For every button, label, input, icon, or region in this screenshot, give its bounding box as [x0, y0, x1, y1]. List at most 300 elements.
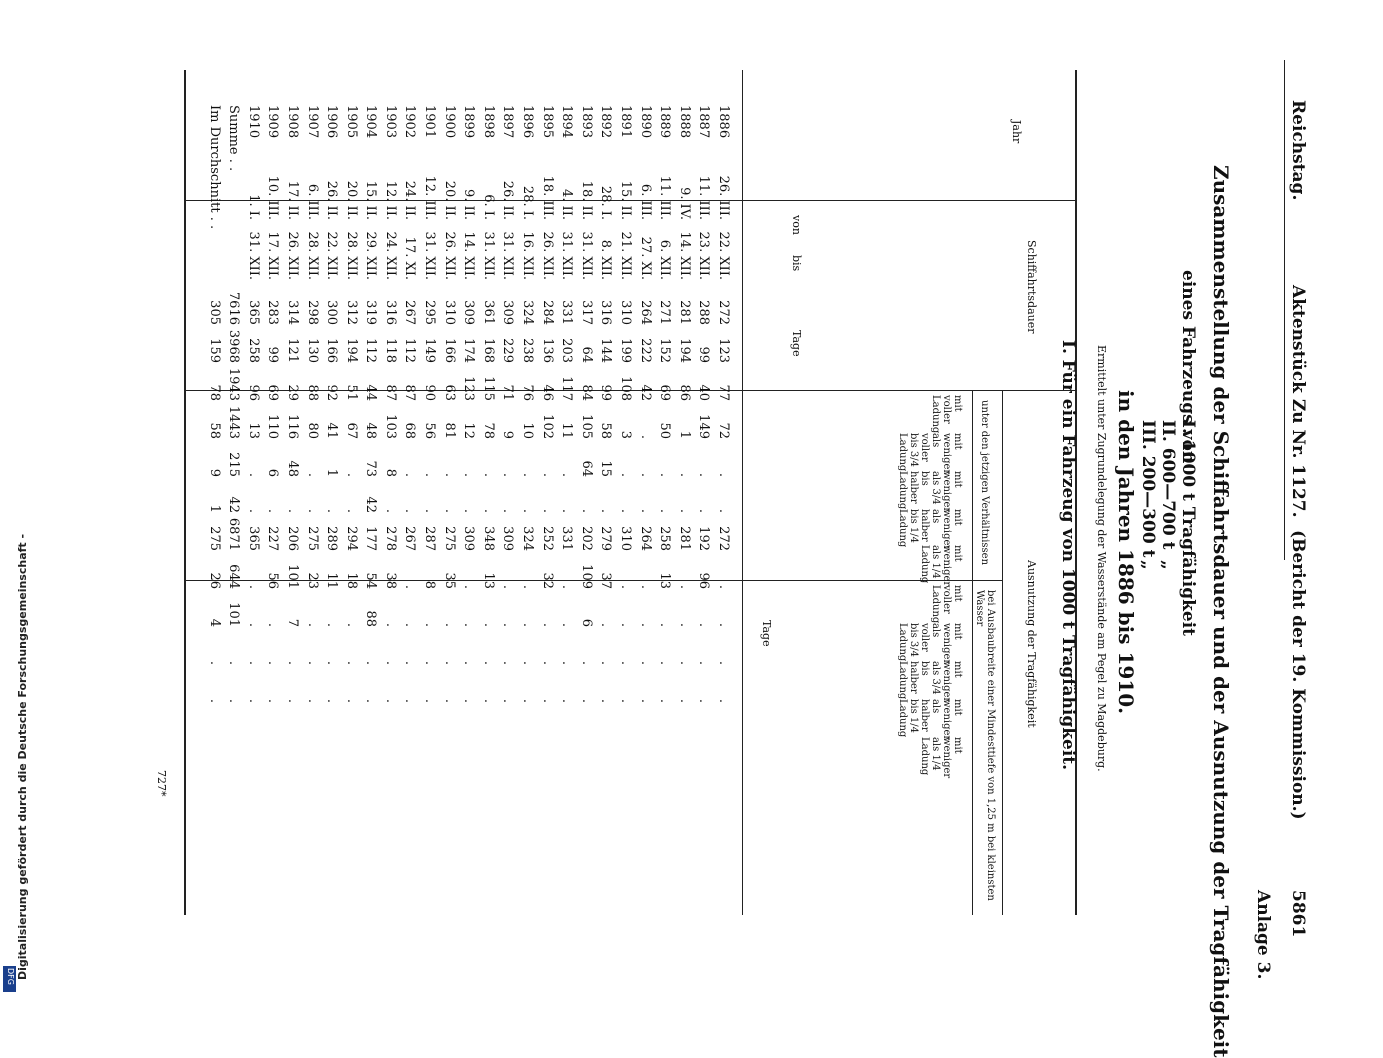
cell-a4: . [304, 472, 320, 477]
cell-b4: . [245, 660, 261, 665]
subhead-a1: mit voller Ladung [930, 395, 963, 434]
cell-b2: . [618, 584, 634, 589]
cell-a4: . [676, 472, 692, 477]
cell-a5: . [265, 508, 281, 513]
cell-a5: . [716, 508, 731, 513]
subhead-b2: mit weniger als voller bis 3/4 Ladung [897, 623, 963, 665]
table-row [282, 105, 302, 703]
cell-b1: 192 [696, 526, 712, 551]
cell-a1: 194 [343, 338, 359, 363]
title-line-2: eines Fahrzeugs von [1178, 270, 1198, 464]
cell-jahr: 1909 [265, 105, 281, 139]
cell-a3: 116 [284, 414, 300, 439]
cell-b4: . [363, 660, 379, 665]
cell-jahr: 1900 [441, 105, 457, 139]
cell-a1: 203 [559, 338, 575, 363]
cell-b2: . [637, 584, 653, 589]
cell-a5: . [598, 508, 614, 513]
table-row [576, 105, 596, 703]
table-row [498, 105, 518, 703]
cell-b3: 7 [284, 618, 300, 627]
cell-b3: . [520, 622, 536, 627]
data-table [204, 105, 733, 703]
cell-a2: 76 [520, 384, 536, 401]
cell-b5: . [422, 698, 438, 703]
cell-a2: 92 [324, 384, 340, 401]
cell-a5: . [696, 508, 712, 513]
cell-b4: . [637, 660, 653, 665]
table-row [400, 105, 420, 703]
subhead-a4: mit weniger als halber bis 1/4 Ladung [897, 509, 963, 551]
cell-a2: 63 [441, 384, 457, 401]
cell-b3: . [402, 622, 418, 627]
cell-a5: . [500, 508, 516, 513]
cell-von: 28. I. [598, 185, 614, 220]
cell-jahr: 1905 [343, 105, 359, 139]
dfg-logo [3, 966, 16, 992]
cell-a5: . [461, 508, 477, 513]
cell-a1: 166 [441, 338, 457, 363]
cell-b3: . [539, 622, 555, 627]
cell-b1: 177 [363, 526, 379, 551]
table-row [537, 105, 557, 703]
cell-jahr: 1895 [539, 105, 555, 139]
cell-von: 11. III. [657, 175, 673, 220]
cell-jahr: 1903 [382, 105, 398, 139]
cell-b4: . [520, 660, 536, 665]
cell-b1: 309 [500, 526, 516, 551]
summe-tage: 7616 [226, 291, 242, 325]
cell-b3: . [304, 622, 320, 627]
cell-a2: 42 [637, 384, 653, 401]
cell-b1: 365 [245, 526, 261, 551]
cell-b4: . [265, 660, 281, 665]
cell-a3: 78 [480, 422, 496, 439]
cell-tage: 284 [539, 300, 555, 325]
cell-a3: 56 [422, 422, 438, 439]
cell-a4: . [657, 472, 673, 477]
summe-b2: 644 [226, 564, 242, 589]
section-title: I. Für ein Fahrzeug von 1000 t Tragfähigkeit. [1058, 340, 1078, 771]
cell-von: 17. II. [284, 180, 300, 220]
cell-jahr: 1906 [324, 105, 340, 139]
table-row [459, 105, 479, 703]
cell-b5: . [696, 698, 712, 703]
cell-a1: 123 [716, 338, 731, 363]
summe-b5: . [226, 698, 242, 703]
cell-b3: . [657, 622, 673, 627]
cell-tage: 310 [618, 300, 634, 325]
cell-tage: 312 [343, 300, 359, 325]
subhead-a3: mit weniger als 3/4 bis halber Ladung [897, 471, 963, 513]
cell-b4: . [578, 660, 594, 665]
cell-jahr: 1896 [520, 105, 536, 139]
cell-b3: . [598, 622, 614, 627]
cell-b1: 281 [676, 526, 692, 551]
cell-b5: . [716, 698, 731, 703]
table-row [243, 105, 263, 703]
cell-a4: . [402, 472, 418, 477]
header-aktenstueck: Aktenstück Zu Nr. 1127. [1288, 285, 1308, 518]
cell-tage: 361 [480, 300, 496, 325]
cell-b2: 109 [578, 564, 594, 589]
digitization-credit: Digitalisierung gefördert durch die Deutsche Forschungsgemeinschaft - [16, 533, 29, 980]
cell-b4: . [284, 660, 300, 665]
cell-jahr: 1891 [618, 105, 634, 139]
cell-a3: 80 [304, 422, 320, 439]
cell-tage: 264 [637, 300, 653, 325]
table-row [302, 105, 322, 703]
cell-b1: 324 [520, 526, 536, 551]
cell-b5: . [520, 698, 536, 703]
cell-bis: 31. XII. [422, 231, 438, 280]
cell-tage: 281 [676, 300, 692, 325]
cell-a5: . [637, 508, 653, 513]
cell-a3: 67 [343, 422, 359, 439]
cell-von: 6. III. [304, 183, 320, 220]
table-row [635, 105, 655, 703]
cell-tage: 295 [422, 300, 438, 325]
cell-b5: . [382, 698, 398, 703]
cell-jahr: 1907 [304, 105, 320, 139]
cell-a2: 71 [500, 384, 516, 401]
summe-a1: 3968 [226, 329, 242, 363]
cell-a4: . [559, 472, 575, 477]
cell-b2: 56 [265, 572, 281, 589]
cell-a5: . [559, 508, 575, 513]
cell-b2: 101 [284, 564, 300, 589]
cell-bis: 6. XII. [657, 239, 673, 280]
cell-a3: 11 [559, 422, 575, 439]
title-note: Ermittelt unter Zugrundelegung der Wasserstände am Pegel zu Magdeburg. [1095, 345, 1108, 772]
cell-b4: . [422, 660, 438, 665]
cell-b2: 35 [441, 572, 457, 589]
cell-a2: 96 [245, 384, 261, 401]
cell-b1: 289 [324, 526, 340, 551]
head-schiffahrtsdauer: Schiffahrtsdauer [1025, 240, 1038, 334]
cell-a5: . [304, 508, 320, 513]
cell-von: 6. I. [480, 194, 496, 220]
cell-a3: 3 [618, 430, 634, 439]
cell-b1: 272 [716, 526, 731, 551]
table-row [596, 105, 616, 703]
cell-von: 9. II. [461, 189, 477, 220]
cell-a3: 10 [520, 422, 536, 439]
cell-a4: . [618, 472, 634, 477]
cell-a4: . [343, 472, 359, 477]
cell-b2: 13 [657, 572, 673, 589]
head-von: von [790, 215, 803, 235]
cell-tage: 316 [382, 300, 398, 325]
cell-a3: 1 [676, 430, 692, 439]
cell-a2: 87 [382, 384, 398, 401]
cell-b1: 278 [382, 526, 398, 551]
cell-b5: . [245, 698, 261, 703]
cell-bis: 27. XI. [637, 236, 653, 280]
cell-b3: . [461, 622, 477, 627]
cell-a3: 48 [363, 422, 379, 439]
cell-von: 12. III. [422, 175, 438, 220]
cell-jahr: 1910 [245, 105, 261, 139]
cell-a4: . [245, 472, 261, 477]
cell-jahr: 1898 [480, 105, 496, 139]
cell-a3: 149 [696, 414, 712, 439]
cell-von: 24. II. [402, 180, 418, 220]
table-row [713, 105, 733, 703]
cell-tage: 319 [363, 300, 379, 325]
cell-bis: 28. XII. [343, 231, 359, 280]
cell-a3: 110 [265, 414, 281, 439]
cell-bis: 23. XII. [696, 231, 712, 280]
cell-a4: . [441, 472, 457, 477]
cell-a2: 46 [539, 384, 555, 401]
cell-a2: 69 [265, 384, 281, 401]
cell-b5: . [657, 698, 673, 703]
cell-von: 15. II. [618, 180, 634, 220]
cell-tage: 317 [578, 300, 594, 325]
cell-tage: 310 [441, 300, 457, 325]
cell-a4: . [716, 472, 731, 477]
subhead-b3: mit weniger als 3/4 bis halber Ladung [897, 661, 963, 703]
cell-a5: . [382, 508, 398, 513]
cell-a5: . [618, 508, 634, 513]
cell-bis: 22. XII. [716, 231, 731, 280]
cell-a5: . [422, 508, 438, 513]
cell-b4: . [500, 660, 516, 665]
cell-a1: 229 [500, 338, 516, 363]
durchschnitt-b5: . [206, 698, 222, 703]
table-row [674, 105, 694, 703]
cell-b3: . [480, 622, 496, 627]
cell-von: 11. III. [696, 175, 712, 220]
cell-b2: . [402, 584, 418, 589]
cell-a2: 84 [578, 384, 594, 401]
cell-b3: . [265, 622, 281, 627]
cell-b2: . [559, 584, 575, 589]
cell-a4: 1 [324, 468, 340, 477]
cell-jahr: 1899 [461, 105, 477, 139]
summe-label: Summe . . [226, 105, 242, 172]
head-ausnutzung: Ausnutzung der Tragfähigkeit [1025, 560, 1038, 728]
cell-b1: 202 [578, 526, 594, 551]
cell-a4: . [520, 472, 536, 477]
cell-von: 15. II. [363, 180, 379, 220]
header-rule [1284, 60, 1285, 560]
summe-a3: 1443 [226, 405, 242, 439]
cell-a1: 194 [676, 338, 692, 363]
cell-bis: 26. XII. [441, 231, 457, 280]
cell-b1: 206 [284, 526, 300, 551]
title-entry-1: I. 1000 t Tragfähigkeit [1178, 420, 1198, 637]
cell-b5: . [578, 698, 594, 703]
cell-a3: 12 [461, 422, 477, 439]
cell-b5: . [304, 698, 320, 703]
cell-b1: 267 [402, 526, 418, 551]
cell-von: 12. II. [382, 180, 398, 220]
cell-b2: . [520, 584, 536, 589]
cell-tage: 365 [245, 300, 261, 325]
cell-a3: 9 [500, 430, 516, 439]
cell-a3: 58 [598, 422, 614, 439]
cell-bis: 31. XII. [559, 231, 575, 280]
cell-tage: 300 [324, 300, 340, 325]
subhead-a2: mit weniger als voller bis 3/4 Ladung [897, 433, 963, 475]
subhead-a5: mit weniger als 1/4 Ladung [919, 545, 963, 587]
cell-bis: 31. XII. [245, 231, 261, 280]
cell-a4: 6 [265, 468, 281, 477]
cell-a5: . [520, 508, 536, 513]
cell-b1: 264 [637, 526, 653, 551]
cell-bis: 24. XII. [382, 231, 398, 280]
cell-a3: 50 [657, 422, 673, 439]
cell-a3: 68 [402, 422, 418, 439]
cell-bis: 22. XII. [324, 231, 340, 280]
cell-b4: . [618, 660, 634, 665]
durchschnitt-a3: 58 [206, 422, 222, 439]
cell-a1: 99 [265, 346, 281, 363]
cell-b4: . [304, 660, 320, 665]
anlage-label: Anlage 3. [1253, 890, 1273, 980]
cell-b2: 18 [343, 572, 359, 589]
cell-b3: . [382, 622, 398, 627]
cell-b4: . [324, 660, 340, 665]
cell-a5: . [343, 508, 359, 513]
cell-a2: 123 [461, 376, 477, 401]
title-entry-2: II. 600—700 t [1158, 420, 1178, 550]
durchschnitt-a4: 9 [206, 468, 222, 477]
cell-bis: 14. XII. [676, 231, 692, 280]
cell-von: 9. IV. [676, 187, 692, 220]
head-group-a: unter den jetzigen Verhältnissen [979, 400, 990, 566]
cell-b5: . [265, 698, 281, 703]
cell-b2: . [716, 584, 731, 589]
cell-a2: 51 [343, 384, 359, 401]
cell-b3: . [696, 622, 712, 627]
table-row [655, 105, 675, 703]
cell-b1: 258 [657, 526, 673, 551]
cell-von: 28. I. [520, 185, 536, 220]
cell-a2: 77 [716, 384, 731, 401]
cell-bis: 26. XII. [284, 231, 300, 280]
cell-a3: 103 [382, 414, 398, 439]
cell-a5: . [676, 508, 692, 513]
table-row [420, 105, 440, 703]
footer-mark: 727* [155, 770, 168, 797]
table-row [615, 105, 635, 703]
cell-jahr: 1888 [676, 105, 692, 139]
cell-tage: 314 [284, 300, 300, 325]
cell-a2: 40 [696, 384, 712, 401]
durchschnitt-b4: . [206, 660, 222, 665]
cell-jahr: 1889 [657, 105, 673, 139]
cell-b4: . [382, 660, 398, 665]
cell-jahr: 1887 [696, 105, 712, 139]
cell-a3: 41 [324, 422, 340, 439]
cell-b2: 32 [539, 572, 555, 589]
cell-b4: . [441, 660, 457, 665]
cell-jahr: 1892 [598, 105, 614, 139]
durchschnitt-b2: 26 [206, 572, 222, 589]
cell-von: 18. III. [539, 175, 555, 220]
head-group-b: bei Ausbaubreite einer Mindesttiefe von 1,25 m bei kleinsten Wasser [974, 590, 996, 901]
cell-b2: . [500, 584, 516, 589]
cell-von: 4. II. [559, 189, 575, 220]
cell-b1: 275 [304, 526, 320, 551]
header-bericht: (Bericht der 19. Kommission.) [1288, 530, 1308, 820]
cell-bis: 31. XII. [578, 231, 594, 280]
cell-jahr: 1908 [284, 105, 300, 139]
durchschnitt-a1: 159 [206, 338, 222, 363]
digitization-sidebar [0, 0, 29, 1000]
cell-b1: 310 [618, 526, 634, 551]
cell-b1: 227 [265, 526, 281, 551]
summe-b1: 6871 [226, 517, 242, 551]
cell-bis: 14. XII. [461, 231, 477, 280]
cell-bis: 21. XII. [618, 231, 634, 280]
cell-jahr: 1902 [402, 105, 418, 139]
cell-a1: 130 [304, 338, 320, 363]
cell-jahr: 1890 [637, 105, 653, 139]
cell-a2: 117 [559, 376, 575, 401]
table-row [263, 105, 283, 703]
cell-a4: . [422, 472, 438, 477]
cell-tage: 324 [520, 300, 536, 325]
cell-von: 18. II. [578, 180, 594, 220]
cell-a1: 199 [618, 338, 634, 363]
cell-von: 26. II. [500, 180, 516, 220]
rule-under-ausnutzung [1002, 390, 1003, 915]
durchschnitt-a5: 1 [206, 504, 222, 513]
cell-bis: 16. XII. [520, 231, 536, 280]
cell-b5: . [284, 698, 300, 703]
cell-a5: . [245, 508, 261, 513]
table-row [361, 105, 381, 703]
cell-a1: 152 [657, 338, 673, 363]
cell-a1: 174 [461, 338, 477, 363]
cell-b5: . [598, 698, 614, 703]
cell-b4: . [657, 660, 673, 665]
cell-a4: . [480, 472, 496, 477]
summe-a5: 42 [226, 496, 242, 513]
cell-b4: . [343, 660, 359, 665]
cell-b1: 331 [559, 526, 575, 551]
cell-b5: . [676, 698, 692, 703]
cell-b5: . [363, 698, 379, 703]
cell-a3: 81 [441, 422, 457, 439]
cell-bis: 31. XII. [500, 231, 516, 280]
cell-a5: . [539, 508, 555, 513]
cell-a2: 44 [363, 384, 379, 401]
cell-b4: . [716, 660, 731, 665]
cell-a2: 88 [304, 384, 320, 401]
cell-b1: 275 [441, 526, 457, 551]
cell-a4: 73 [363, 460, 379, 477]
cell-jahr: 1904 [363, 105, 379, 139]
cell-a2: 69 [657, 384, 673, 401]
cell-b3: . [422, 622, 438, 627]
cell-b2: 54 [363, 572, 379, 589]
cell-a2: 99 [598, 384, 614, 401]
dfg-logo-text: DFG [6, 968, 15, 985]
table-row [439, 105, 459, 703]
cell-a5: . [480, 508, 496, 513]
cell-b4: . [461, 660, 477, 665]
cell-jahr: 1897 [500, 105, 516, 139]
cell-a4: 15 [598, 460, 614, 477]
cell-a5: . [657, 508, 673, 513]
table-row [517, 105, 537, 703]
durchschnitt-tage: 305 [206, 300, 222, 325]
